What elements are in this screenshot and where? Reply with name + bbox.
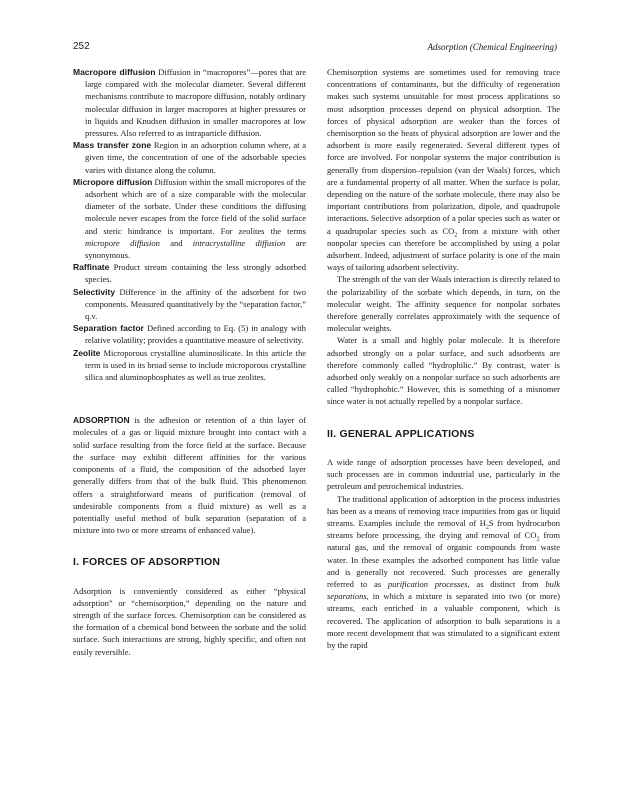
glossary-entry [73, 176, 306, 261]
glossary-entry [73, 347, 306, 384]
glossary-entry [73, 286, 306, 323]
glossary-term: Raffinate [73, 262, 110, 273]
subscript: 2 [485, 524, 489, 531]
glossary-definition: Product stream containing the less strongly adsorbed species. [85, 262, 306, 285]
subscript: 2 [536, 536, 540, 543]
glossary-definition: Difference in the affinity of the adsorbent for two components. Measured quantitatively by the “separation factor,” q.v. [85, 286, 307, 322]
section1-paragraph: Adsorption is conveniently considered as either “physical adsorption” or “chemisorption,” depending on the nature and strength of the surface forces. Chemisorption can be considered as the formation of a chemical bond between the sorbate and the solid surface. Such interactions are strong, highly specific, and often not easily reversible. [73, 585, 306, 657]
subscript: 2 [454, 232, 458, 239]
glossary-definition: Defined according to Eq. (5) in analogy with relative volatility; provides a quantitative measure of selectivity. [85, 323, 307, 346]
glossary-term: Micropore diffusion [73, 176, 153, 187]
glossary-term: Zeolite [73, 347, 101, 358]
glossary-italic-term: micropore diffusion [85, 237, 160, 248]
glossary [73, 66, 306, 383]
glossary-entry [73, 261, 306, 285]
glossary-term: Separation factor [73, 323, 144, 334]
glossary-entry [73, 322, 306, 346]
paragraph-text: Chemisorption systems are sometimes used for removing trace concentrations of contaminants, but the difficulty of regeneration makes such systems unsuitable for most process applications so most adsorption processes depend on physical adsorption. The forces of physical adsorption are weaker than the forces of chemisorption so the heats of physical adsorption are lower and the adsorbent is more easily regenerated. Several different types of force are involved. For nonpolar systems the major contribution is generally from dispersion–repulsion (van der Waals) forces, which are a fundamental property of all matter. When the surface is polar, depending on the nature of the sorbate molecule, there may also be important contributions from polarization, dipole, and quadrupole interactions. Selective adsorption of a polar species such as water or a quadrupolar species such as CO [327, 67, 560, 236]
italic-term: purification processes, [387, 578, 470, 589]
glossary-term: Selectivity [73, 286, 116, 297]
section-heading-forces: I. FORCES OF ADSORPTION [73, 556, 221, 569]
glossary-definition: Microporous crystalline aluminosilicate. In this article the term is used in its broad sense to include microporous crystalline silica and aluminophosphates as well as true zeolites. [85, 347, 307, 383]
intro-text: is the adhesion or retention of a thin layer of molecules of a gas or liquid mixture brought into contact with a solid surface resulting from the force field at the surface. Because the surface may exhibit different affinities for the various components of a fluid, the composition of the adsorbed layer generally differs from that of the bulk fluid. This phenomenon offers a straightforward means of purification (removal of undesirable components from a fluid mixture) as well as a potentially useful method of bulk separation (separation of a mixture into two or more streams of enhanced value). [73, 415, 306, 536]
glossary-entry [73, 139, 306, 176]
section2-paragraph: A wide range of adsorption processes have been developed, and such processes are in common industrial use, particularly in the petroleum and petrochemical industries. [327, 456, 560, 492]
left-column [73, 66, 306, 658]
section1-paragraph: Water is a small and highly polar molecule. It is therefore adsorbed strongly on a polar surface, and such adsorbents are therefore commonly called “hydrophilic.” By contrast, water is adsorbed only weakly on a nonpolar surface so such adsorbents are called “hydrophobic.” However, this is something of a misnomer since water is not actually repelled by a nonpolar surface. [327, 335, 560, 407]
paragraph-text: from a mixture with other nonpolar species can therefore be accomplished by using a polar adsorbent. Indeed, adjustment of surface polarity is one of the main ways of tailoring adsorbent selectivity. [327, 225, 561, 273]
glossary-definition: Diffusion in “macropores”—pores that are large compared with the molecular diameter. Several different mechanisms contribute to macropore diffusion, notably ordinary molecular diffusion in larger macropores at higher pressures or in liquids and Knudsen diffusion in smaller macropores at low pressures. Also referred to as intraparticle diffusion. [85, 67, 306, 139]
paragraph-text: S from hydrocarbon streams before processing, the drying and removal of CO [327, 517, 560, 541]
glossary-definition: Diffusion within the small micropores of the adsorbent which are of a size comparable with the molecular diameter of the sorbate. Under these conditions the diffusing molecule never escapes from the force field of the solid surface and steric hindrance is important. For zeolites the terms [85, 176, 306, 236]
page-number: 252 [73, 41, 90, 52]
glossary-entry [73, 66, 306, 139]
intro-lead-term: ADSORPTION [73, 415, 130, 426]
section-heading-applications: II. GENERAL APPLICATIONS [327, 427, 475, 440]
glossary-definition-tail: are synonymous. [85, 237, 307, 261]
italic-term: bulk separations, [327, 578, 560, 602]
glossary-definition: Region in an adsorption column where, at a given time, the concentration of one of the adsorbable species varies with distance along the column. [85, 140, 306, 175]
paragraph-text: as distinct from [476, 578, 539, 589]
paragraph-text: in which a mixture is separated into two (or more) streams, each enriched in a valuable component, which is recovered. The application of adsorption to bulk separations is a more recent development that was stimulated to a significant extent by the rapid [327, 591, 560, 650]
section2-paragraph [327, 493, 560, 652]
glossary-term: Mass transfer zone [73, 140, 152, 151]
paragraph-text: from natural gas, and the removal of organic compounds from waste water. In these examples the adsorbed component has little value and is generally not recovered. Such processes are generally referred to as [327, 530, 560, 589]
section1-paragraph-continued [327, 66, 560, 273]
running-title: Adsorption (Chemical Engineering) [427, 42, 557, 52]
glossary-term: Macropore diffusion [73, 67, 156, 77]
right-column [327, 66, 560, 651]
intro-paragraph [73, 414, 306, 536]
paragraph-text: The traditional application of adsorption in the process industries has been as a means of removing trace impurities from gas or liquid streams. Examples include the removal of H [327, 493, 560, 528]
section1-paragraph: The strength of the van der Waals interaction is directly related to the polarizability of the sorbate which depends, in turn, on the molecular weight. The affinity sequence for nonpolar sorbates therefore generally correlates approximately with the sequence of molecular weights. [327, 274, 560, 334]
glossary-definition-mid: and [170, 237, 183, 248]
glossary-italic-term: intracrystalline diffusion [192, 237, 286, 248]
